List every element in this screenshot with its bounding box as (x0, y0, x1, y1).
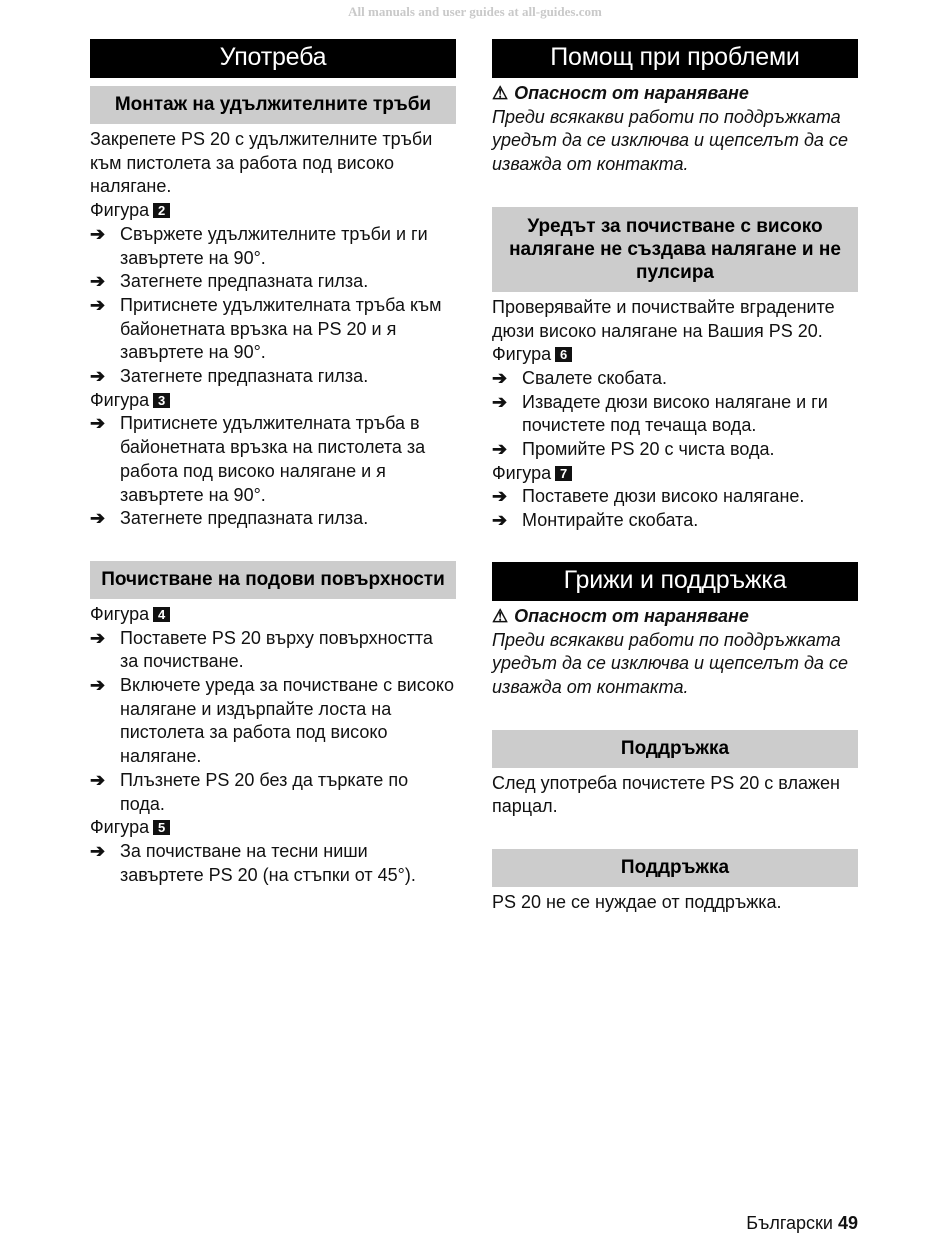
steps-list (90, 627, 456, 817)
watermark: All manuals and user guides at all-guides.com (348, 4, 602, 19)
heading-maintenance-2: Поддръжка (492, 849, 858, 887)
left-column (90, 39, 456, 887)
paragraph-maintenance-2: PS 20 не се нуждае от поддръжка. (492, 892, 782, 913)
list-item: ➔ Монтирайте скобата. (492, 509, 858, 533)
heading-floor-cleaning: Почистване на подови повърхности (90, 561, 456, 599)
list-item: ➔ Плъзнете PS 20 без да търкате по пода. (90, 769, 409, 814)
list-item: ➔ Свържете удължителните тръби и ги завъртете на 90°. (90, 223, 428, 268)
right-column (492, 39, 858, 915)
figure-number-badge: 4 (153, 607, 170, 622)
list-item: ➔ Притиснете удължителната тръба към байонетната връзка на PS 20 и я завъртете на 90°. (90, 294, 442, 363)
arrow-icon: ➔ (90, 223, 106, 244)
list-item: ➔ Поставете PS 20 върху повърхността за почистване. (90, 627, 433, 672)
warning-text: Преди всякакви работи по поддръжката уредът да се изключва и щепселът да се изважда от контакта. (492, 106, 848, 175)
arrow-icon: ➔ (90, 508, 106, 529)
figure-ref: Фигура 6 (492, 343, 858, 367)
warning-text: Преди всякакви работи по поддръжката уредът да се изключва и щепселът да се изважда от контакта. (492, 629, 848, 697)
heading-maintenance: Поддръжка (492, 730, 858, 768)
paragraph-intro: Закрепете PS 20 с удължителните тръби към пистолета за работа под високо налягане. (90, 129, 433, 197)
footer-language: Български (746, 1213, 833, 1233)
arrow-icon: ➔ (492, 486, 508, 507)
figure-number-badge: 5 (153, 820, 170, 835)
list-item: ➔ Включете уреда за почистване с високо налягане и издърпайте лоста на пистолета за работа под високо налягане. (90, 675, 455, 767)
arrow-icon: ➔ (90, 271, 106, 292)
arrow-icon: ➔ (492, 439, 508, 460)
arrow-icon: ➔ (90, 366, 106, 387)
arrow-icon: ➔ (90, 675, 106, 696)
warning-triangle-icon: ⚠ (492, 83, 509, 103)
figure-ref: Фигура 7 (492, 462, 858, 486)
list-item: ➔ Извадете дюзи високо налягане и ги почистете под течаща вода. (492, 391, 828, 436)
arrow-icon: ➔ (90, 627, 106, 648)
figure-number-badge: 3 (153, 393, 170, 408)
list-item: ➔ За почистване на тесни ниши завъртете PS 20 (на стъпки от 45°). (90, 840, 416, 885)
warning-title: ⚠ Опасност от нараняване (492, 605, 749, 626)
figure-ref: Фигура 3 (90, 389, 456, 413)
heading-no-pressure: Уредът за почистване с високо налягане не създава налягане и не пулсира (492, 207, 858, 292)
arrow-icon: ➔ (90, 840, 106, 861)
steps-list (492, 367, 858, 462)
section-title-troubleshooting: Помощ при проблеми (492, 39, 858, 78)
steps-list (492, 485, 858, 532)
list-item: ➔ Поставете дюзи високо налягане. (492, 485, 858, 509)
figure-number-badge: 2 (153, 203, 170, 218)
figure-ref: Фигура 4 (90, 603, 456, 627)
paragraph-intro: Проверявайте и почиствайте вградените дюзи високо налягане на Вашия PS 20. (492, 296, 835, 341)
paragraph-maintenance: След употреба почистете PS 20 с влажен парцал. (492, 772, 840, 817)
figure-ref: Фигура 5 (90, 816, 456, 840)
figure-number-badge: 7 (555, 466, 572, 481)
heading-extension-tubes: Монтаж на удължителните тръби (90, 86, 456, 124)
list-item: ➔ Промийте PS 20 с чиста вода. (492, 438, 858, 462)
page-footer (746, 1213, 858, 1234)
arrow-icon: ➔ (492, 391, 508, 412)
list-item: ➔ Притиснете удължителната тръба в байонетната връзка на пистолета за работа под високо налягане и я завъртете на 90°. (90, 413, 426, 505)
list-item: ➔ Затегнете предпазната гилза. (90, 270, 456, 294)
steps-list (90, 412, 456, 531)
steps-list (90, 223, 456, 389)
steps-list (90, 840, 456, 887)
warning-title: ⚠ Опасност от нараняване (492, 83, 749, 103)
arrow-icon: ➔ (90, 413, 106, 434)
warning-triangle-icon: ⚠ (492, 605, 509, 626)
arrow-icon: ➔ (90, 769, 106, 790)
arrow-icon: ➔ (90, 294, 106, 315)
arrow-icon: ➔ (492, 510, 508, 531)
list-item: ➔ Свалете скобата. (492, 367, 858, 391)
list-item: ➔ Затегнете предпазната гилза. (90, 365, 456, 389)
section-title-care: Грижи и поддръжка (492, 562, 858, 601)
arrow-icon: ➔ (492, 367, 508, 388)
page-number: 49 (837, 1213, 858, 1233)
list-item: ➔ Затегнете предпазната гилза. (90, 507, 456, 531)
figure-number-badge: 6 (555, 347, 572, 362)
section-title-usage: Употреба (90, 39, 456, 78)
figure-ref: Фигура 2 (90, 199, 456, 223)
